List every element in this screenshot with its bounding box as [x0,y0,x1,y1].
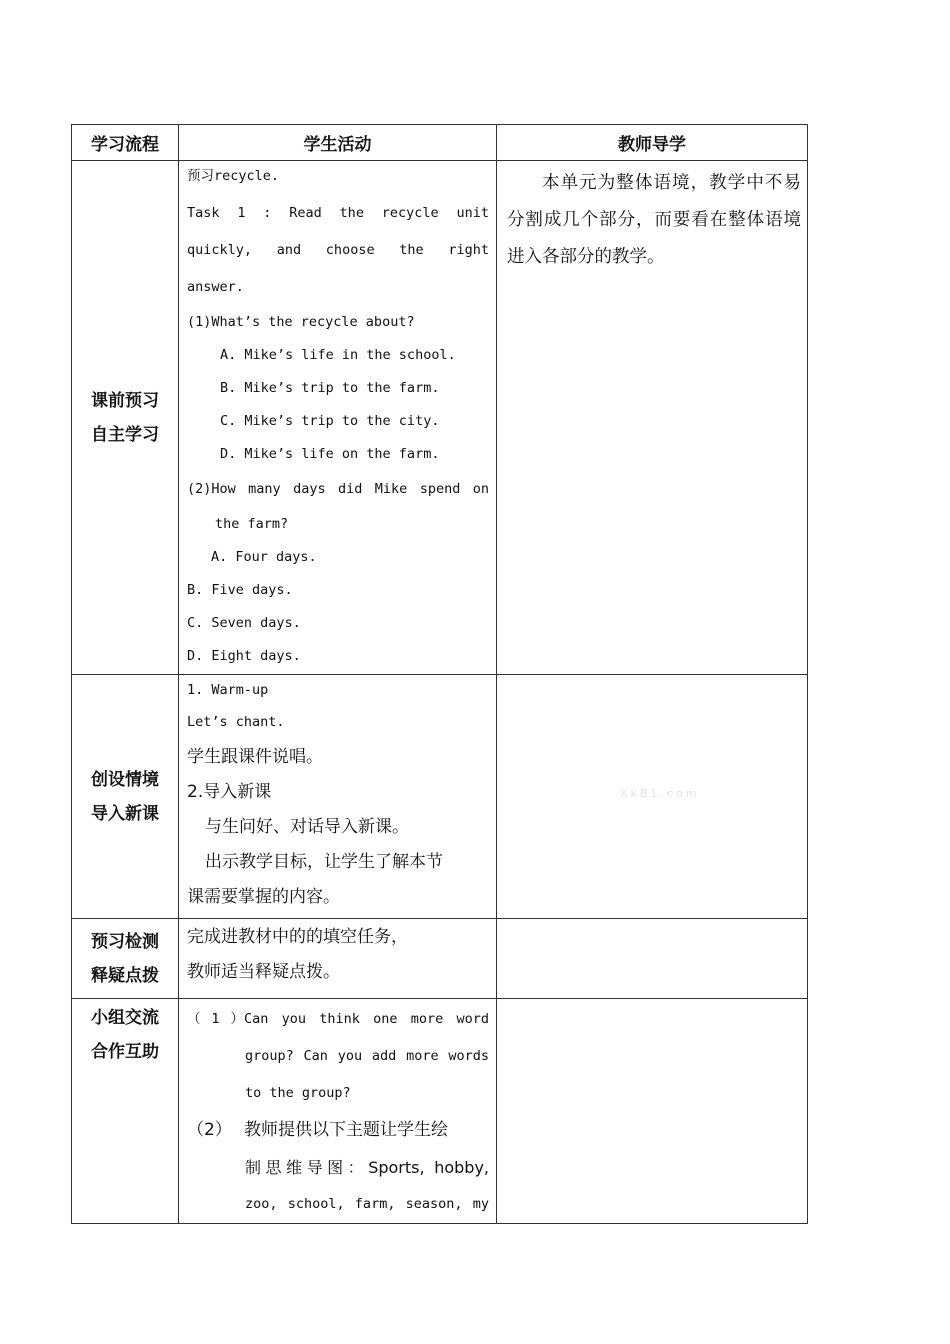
stage-line: 释疑点拨 [91,965,159,986]
header-row [72,125,808,161]
student-activity-cell [179,161,497,675]
option-line: A. Four days. [211,549,317,565]
option-line: C. Seven days. [187,615,301,631]
header-student-activity: 学生活动 [179,125,497,161]
teacher-guide-cell [497,919,808,999]
option-line: C. Mike’s trip to the city. [220,413,440,429]
stage-line: 自主学习 [91,424,159,445]
header-teacher-guide: 教师导学 [497,125,808,161]
text-line: (1)What’s the recycle about? [187,314,415,330]
stage-line: 小组交流 [91,1008,159,1028]
text-line: 预习recycle. [187,168,280,184]
text-line: the farm? [215,516,289,532]
stage-line: 课前预习 [91,390,159,411]
text-line: quickly, and choose the right [187,242,489,258]
stage-cell [72,999,179,1224]
option-line: A. Mike’s life in the school. [220,347,456,363]
option-line: B. Five days. [187,582,293,598]
stage-line: 合作互助 [91,1042,159,1062]
text-line [187,1001,489,1038]
text-line [187,1112,489,1149]
student-activity-cell [179,919,497,999]
text-line: answer. [187,279,244,295]
stage-cell [72,161,179,675]
teacher-note [497,999,807,1003]
text-line: group? Can you add more words [245,1048,489,1064]
table-row [72,919,808,999]
lesson-plan-table [71,124,808,1224]
text-line: 课需要掌握的内容。 [187,887,340,907]
option-line: B. Mike’s trip to the farm. [220,380,440,396]
table-row [72,999,808,1224]
text-line: to the group? [245,1085,351,1101]
text-line: 制思维导图：Sports, hobby, [245,1158,489,1177]
teacher-guide-cell [497,161,808,675]
stage-cell [72,675,179,919]
text-line: 教师适当释疑点拨。 [187,962,340,982]
text-line: zoo, school, farm, season, my [245,1196,489,1212]
stage-cell [72,919,179,999]
text-line: 1. Warm-up [187,682,269,698]
text-line: 学生跟课件说唱。 [187,747,323,767]
text-line: 与生问好、对话导入新课。 [205,817,409,837]
teacher-note [497,675,807,679]
student-activity-cell [179,999,497,1224]
option-line: D. Mike’s life on the farm. [220,446,440,462]
table-row [72,161,808,675]
text-line: 出示教学目标，让学生了解本节 [205,852,443,872]
teacher-guide-cell [497,999,808,1224]
student-activity-cell [179,675,497,919]
text-line: 完成进教材中的的填空任务， [187,927,408,947]
stage-line: 导入新课 [91,803,159,824]
stage-line: 创设情境 [91,769,159,790]
text-line: (2)How many days did Mike spend on [187,481,489,497]
option-line: D. Eight days. [187,648,301,664]
stage-line: 预习检测 [91,931,159,952]
teacher-note [497,919,807,923]
text-line: Task 1 : Read the recycle unit [187,205,489,221]
header-process: 学习流程 [72,125,179,161]
item-number: （1） [187,1011,244,1027]
item-text: Can you think one more word [244,1011,489,1027]
text-line: 2.导入新课 [187,782,272,802]
teacher-note: 本单元为整体语境，教学中不易分割成几个部分，而要看在整体语境进入各部分的教学。 [507,173,801,267]
item-number: （2） [187,1120,232,1140]
text-line: Let’s chant. [187,714,285,730]
item-text: 教师提供以下主题让学生绘 [244,1120,448,1140]
watermark: XkB1.com [620,787,700,800]
